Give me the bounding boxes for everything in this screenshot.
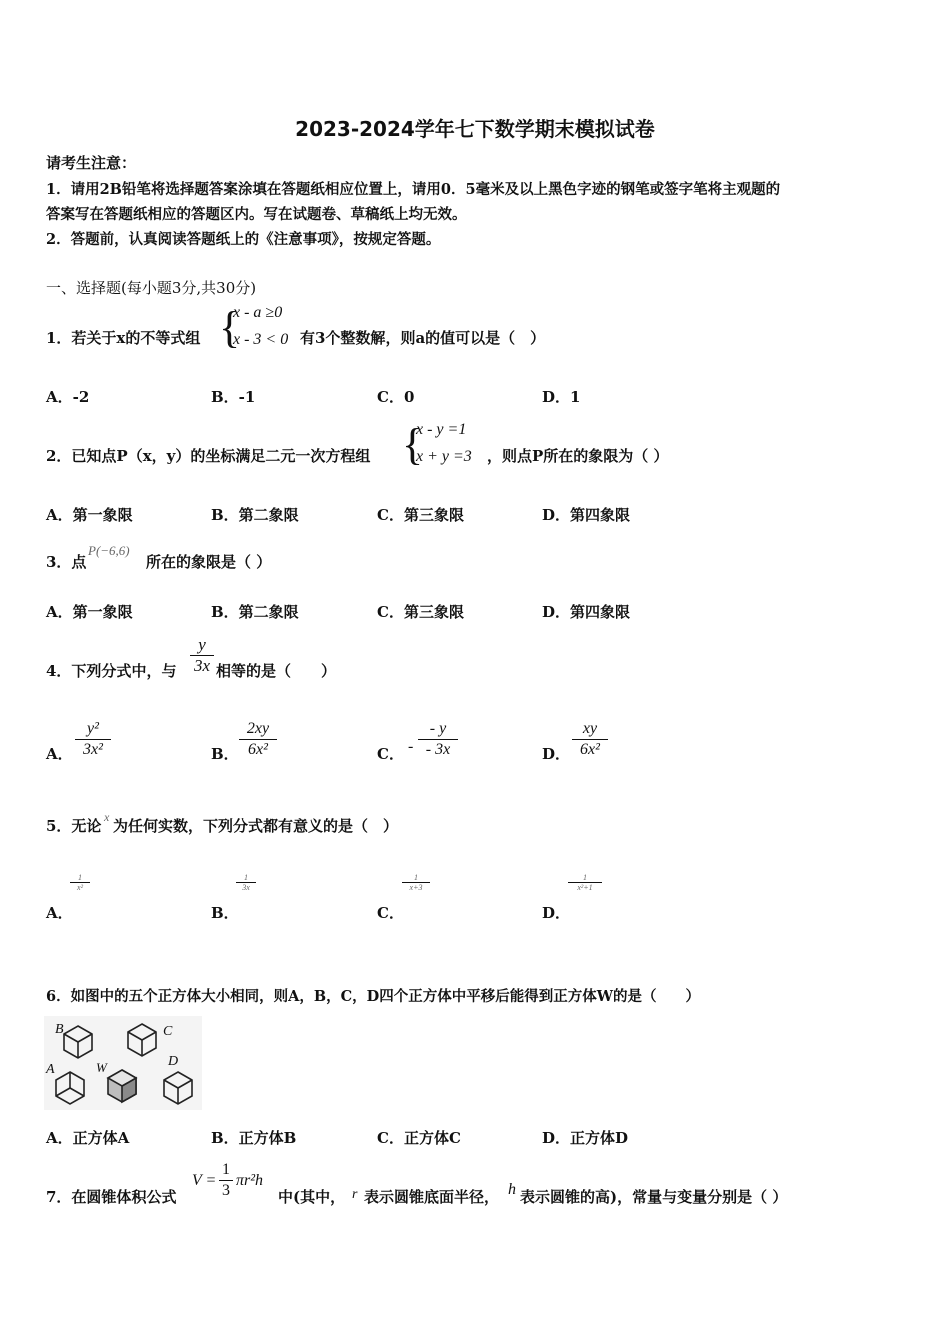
- q2-option-a[interactable]: A．第一象限: [46, 506, 133, 524]
- q6-option-a[interactable]: A．正方体A: [46, 1129, 130, 1147]
- q2-prefix: 2．已知点P（x，y）的坐标满足二元一次方程组: [46, 447, 371, 465]
- frac-num: 1: [78, 873, 82, 882]
- frac-num: xy: [582, 720, 598, 737]
- q1-eq1: x - a ≥0: [233, 304, 283, 321]
- q2-eq1: x - y =1: [416, 421, 467, 438]
- q1-option-a[interactable]: A．-2: [46, 388, 90, 406]
- frac-den: 3x²: [83, 741, 103, 758]
- frac-den: x+3: [409, 883, 423, 892]
- q5-var: x: [104, 810, 110, 824]
- q2-eq2: x + y =3: [416, 448, 472, 465]
- frac-den: 6x²: [580, 741, 600, 758]
- q4-option-d-label[interactable]: D．: [542, 745, 571, 763]
- q3-option-c[interactable]: C．第三象限: [377, 603, 464, 621]
- q3-option-a[interactable]: A．第一象限: [46, 603, 133, 621]
- q2-option-b[interactable]: B．第二象限: [211, 506, 299, 524]
- q4-option-d-fraction[interactable]: [572, 719, 608, 760]
- frac-num: 1: [244, 873, 248, 882]
- section-heading: 一、选择题(每小题3分,共30分): [46, 279, 257, 297]
- frac-num: 1: [414, 873, 418, 882]
- frac-num: 1: [583, 873, 587, 882]
- cube-w: [108, 1070, 136, 1102]
- q3-prefix: 3．点: [46, 553, 87, 571]
- q4-option-a-fraction[interactable]: [75, 719, 111, 760]
- q2-suffix: ，则点P所在的象限为（ ）: [487, 447, 669, 465]
- q3-suffix: 所在的象限是（ ）: [146, 553, 272, 571]
- q5-option-c-fraction[interactable]: [402, 873, 430, 892]
- q1-prefix: 1．若关于x的不等式组: [46, 329, 201, 347]
- frac-num: y²: [87, 720, 99, 737]
- q7-formula-right: πr²h: [236, 1172, 264, 1189]
- frac-den: - 3x: [425, 741, 451, 758]
- q4-frac-num: y: [198, 635, 206, 654]
- q4-option-a-label[interactable]: A．: [46, 745, 73, 763]
- q2-brace: {: [402, 420, 424, 469]
- q4-fraction: [190, 635, 214, 676]
- q7-fraction: [219, 1160, 233, 1201]
- cubes-figure: [44, 1016, 202, 1110]
- q3-option-b[interactable]: B．第二象限: [211, 603, 299, 621]
- frac-den: 6x²: [248, 741, 268, 758]
- cube-c: [128, 1024, 156, 1056]
- cube-b: [64, 1026, 92, 1058]
- notice-line1: 1．请用2B铅笔将选择题答案涂填在答题纸相应位置上，请用0．5毫米及以上黑色字迹的钢笔或签字笔将主观题的: [46, 181, 781, 198]
- q5-option-c-label[interactable]: C．: [377, 904, 404, 922]
- q3-point: P(−6,6): [88, 543, 130, 558]
- frac-num: - y: [429, 720, 447, 737]
- page-title: 2023-2024学年七下数学期末模拟试卷: [295, 117, 655, 141]
- q5-suffix: 为任何实数，下列分式都有意义的是（ ）: [113, 817, 399, 835]
- q4-frac-den: 3x: [193, 656, 211, 675]
- q2-option-c[interactable]: C．第三象限: [377, 506, 464, 524]
- notice-heading: 请考生注意：: [46, 154, 137, 172]
- frac-num: 2xy: [246, 720, 270, 737]
- q1-suffix: 有3个整数解，则a的值可以是（ ）: [300, 329, 546, 347]
- cube-label-b: B: [55, 1022, 64, 1037]
- cube-label-w: W: [96, 1060, 107, 1075]
- q7-mid2: 表示圆锥底面半径，: [364, 1188, 500, 1206]
- q7-prefix: 7．在圆锥体积公式: [46, 1188, 177, 1206]
- notice-line2: 答案写在答题纸相应的答题区内。写在试题卷、草稿纸上均无效。: [46, 206, 467, 223]
- cubes-diagram: [44, 1016, 202, 1110]
- q7-mid1: 中(其中，: [278, 1188, 346, 1206]
- q1-option-d[interactable]: D．1: [542, 388, 581, 406]
- q5-option-d-label[interactable]: D．: [542, 904, 571, 922]
- q4-option-b-label[interactable]: B．: [211, 745, 239, 763]
- q1-option-c[interactable]: C．0: [377, 388, 415, 406]
- frac-num: 1: [222, 1161, 230, 1178]
- q4-option-c-sign: -: [408, 738, 414, 755]
- q7-suffix: 表示圆锥的高)，常量与变量分别是（ ）: [520, 1188, 788, 1206]
- q7-r: r: [352, 1187, 358, 1202]
- cube-d: [164, 1072, 192, 1104]
- q5-option-b-fraction[interactable]: [236, 873, 256, 892]
- q3-option-d[interactable]: D．第四象限: [542, 603, 631, 621]
- cube-a: [56, 1072, 84, 1104]
- frac-den: 3x: [242, 883, 250, 892]
- q1-eq2: x - 3 < 0: [233, 331, 289, 348]
- cube-label-d: D: [168, 1054, 179, 1069]
- q4-option-c-fraction[interactable]: [418, 719, 458, 760]
- q4-prefix: 4．下列分式中，与: [46, 662, 177, 680]
- q7-h: h: [508, 1181, 516, 1198]
- q6-option-d[interactable]: D．正方体D: [542, 1129, 629, 1147]
- q2-option-d[interactable]: D．第四象限: [542, 506, 631, 524]
- notice-line3: 2．答题前，认真阅读答题纸上的《注意事项》，按规定答题。: [46, 231, 441, 248]
- q5-option-b-label[interactable]: B．: [211, 904, 239, 922]
- q5-prefix: 5．无论: [46, 817, 102, 835]
- q5-option-a-label[interactable]: A．: [46, 904, 73, 922]
- frac-den: x²+1: [577, 883, 593, 892]
- q1-option-b[interactable]: B．-1: [211, 388, 256, 406]
- q4-option-b-fraction[interactable]: [239, 719, 277, 760]
- frac-den: x²: [77, 883, 83, 892]
- q1-brace: {: [219, 303, 241, 352]
- cube-label-c: C: [163, 1024, 173, 1039]
- q4-option-c-label[interactable]: C．: [377, 745, 404, 763]
- q5-option-d-fraction[interactable]: [568, 873, 602, 892]
- q5-option-a-fraction[interactable]: [70, 873, 90, 892]
- cube-label-a: A: [46, 1062, 55, 1077]
- q6-text: 6．如图中的五个正方体大小相同，则A，B，C，D四个正方体中平移后能得到正方体W的是（ ）: [46, 988, 700, 1005]
- frac-den: 3: [222, 1182, 230, 1199]
- q6-option-b[interactable]: B．正方体B: [211, 1129, 297, 1147]
- q7-formula-left: V =: [192, 1172, 217, 1189]
- q6-option-c[interactable]: C．正方体C: [377, 1129, 461, 1147]
- q4-suffix: 相等的是（ ）: [216, 662, 337, 680]
